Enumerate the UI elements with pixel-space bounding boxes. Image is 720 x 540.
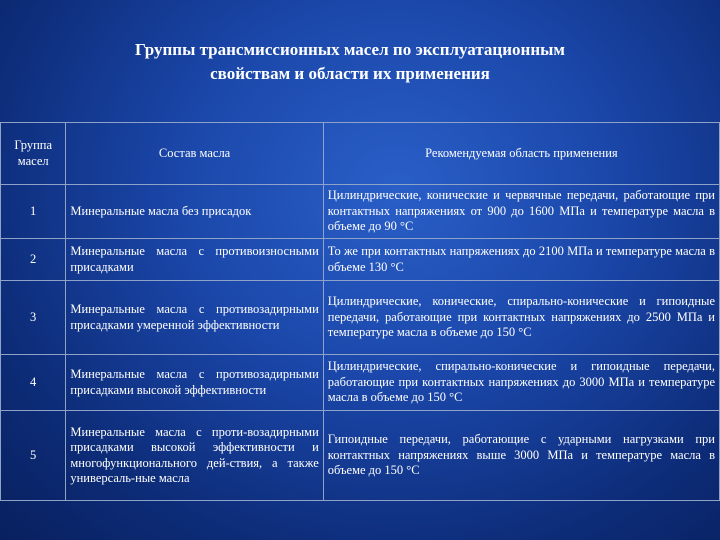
cell-application: Цилиндрические, конические и червячные передачи, работающие при контактных напряжениях от 900 до 1600 МПа и температуре масла в объеме до 90 °С	[323, 185, 719, 239]
title-line-1: Группы трансмиссионных масел по эксплуатационным	[135, 40, 565, 59]
slide-title	[40, 38, 660, 86]
cell-composition: Минеральные масла с противозадирными присадками высокой эффективности	[66, 355, 323, 411]
oil-groups-table	[0, 122, 720, 501]
cell-composition: Минеральные масла без присадок	[66, 185, 323, 239]
cell-group: 1	[1, 185, 66, 239]
cell-composition: Минеральные масла с проти-возадирными присадками высокой эффективности и многофункционального дей-ствия, а также универсаль-ные масла	[66, 411, 323, 501]
title-line-2: свойствам и области их применения	[210, 64, 490, 83]
cell-group: 2	[1, 239, 66, 281]
header-group: Группа масел	[1, 123, 66, 185]
table-row	[1, 411, 720, 501]
cell-composition: Минеральные масла с противоизносными присадками	[66, 239, 323, 281]
cell-group: 4	[1, 355, 66, 411]
table-row	[1, 185, 720, 239]
cell-application: Цилиндрические, конические, спирально-конические и гипоидные передачи, работающие при контактных напряжениях до 2500 МПа и температуре масла в объеме до 150 °С	[323, 281, 719, 355]
table-row	[1, 239, 720, 281]
cell-application: То же при контактных напряжениях до 2100 МПа и температуре масла в объеме 130 °С	[323, 239, 719, 281]
cell-group: 3	[1, 281, 66, 355]
cell-composition: Минеральные масла с противозадирными присадками умеренной эффективности	[66, 281, 323, 355]
header-application: Рекомендуемая область применения	[323, 123, 719, 185]
cell-application: Гипоидные передачи, работающие с ударными нагрузками при контактных напряжениях выше 3000 МПа и температуре масла в объеме до 150 °С	[323, 411, 719, 501]
table-row	[1, 281, 720, 355]
cell-group: 5	[1, 411, 66, 501]
table-row	[1, 355, 720, 411]
header-composition: Состав масла	[66, 123, 323, 185]
table-header-row	[1, 123, 720, 185]
cell-application: Цилиндрические, спирально-конические и гипоидные передачи, работающие при контактных напряжениях до 3000 МПа и температуре масла в объеме до 150 °С	[323, 355, 719, 411]
